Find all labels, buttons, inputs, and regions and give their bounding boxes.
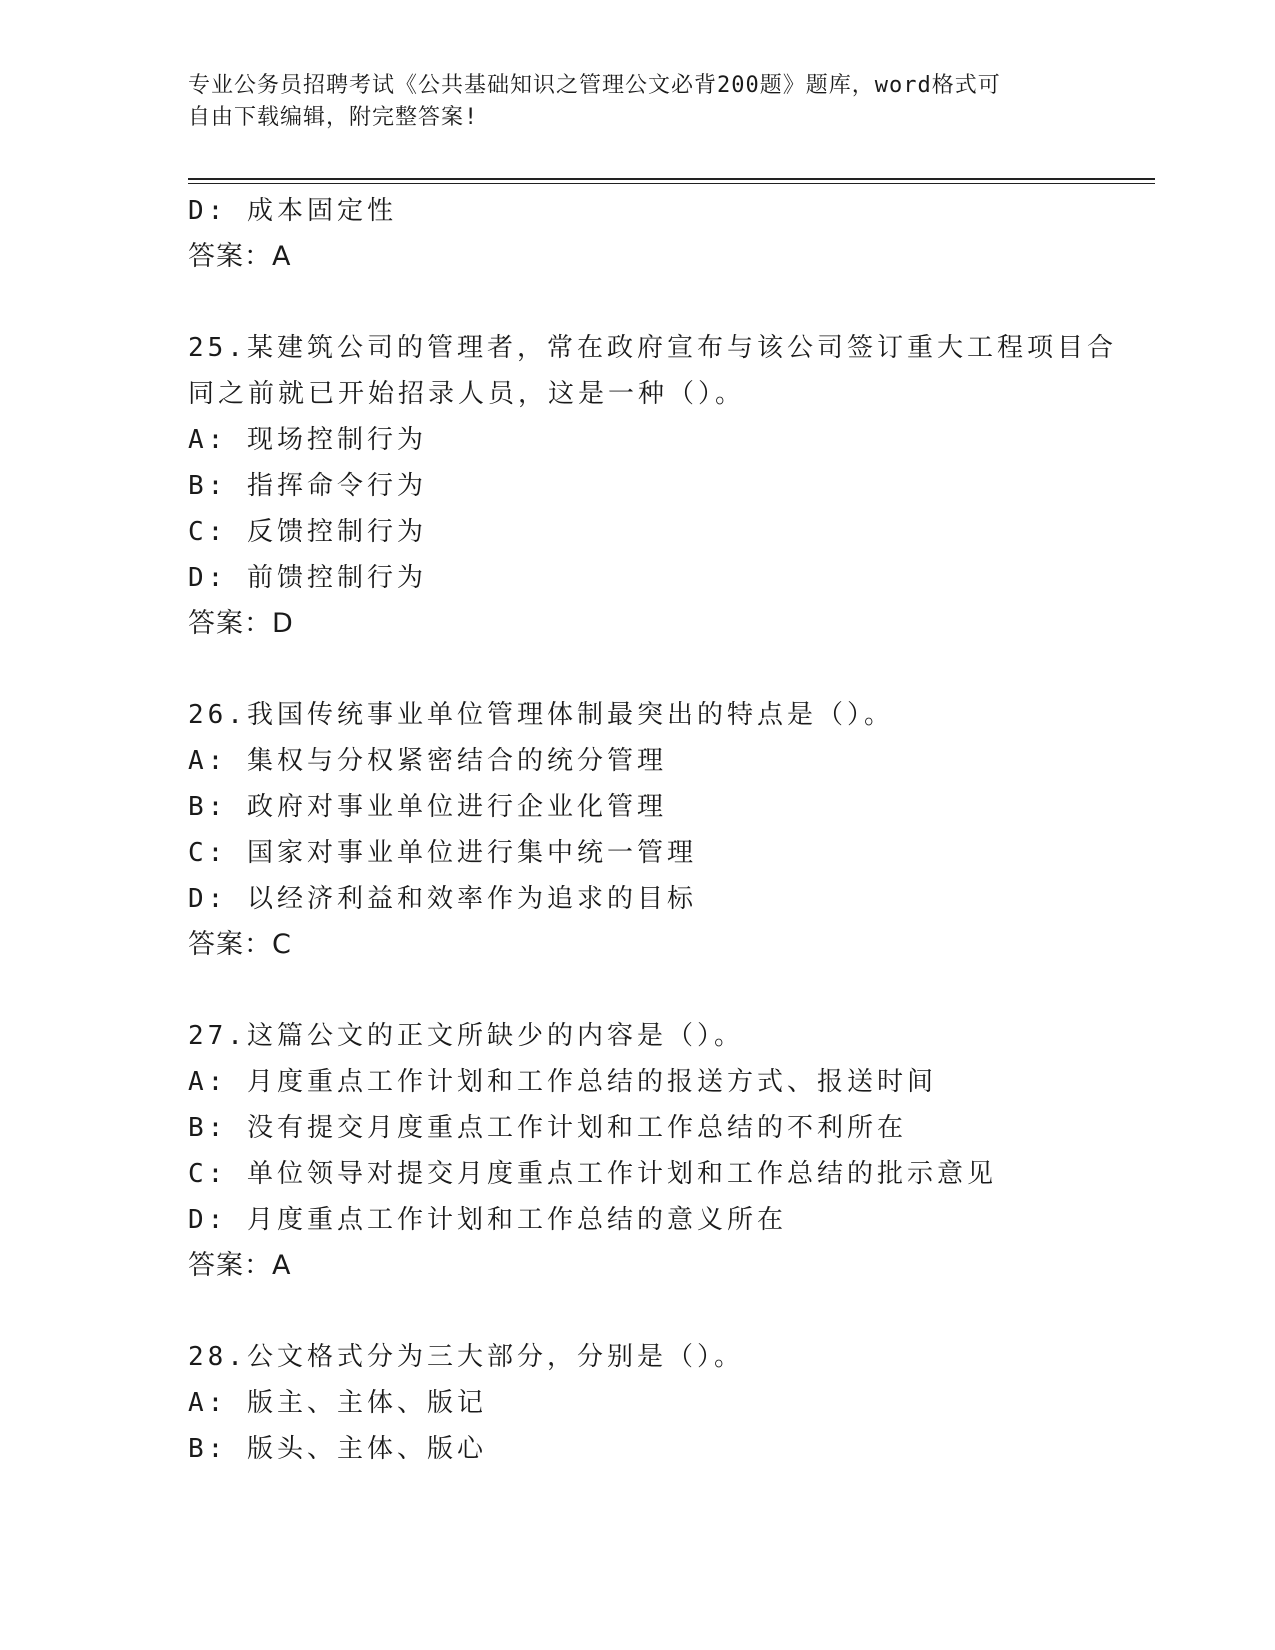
header-line-2: 自由下载编辑，附完整答案! xyxy=(188,105,479,130)
spacer xyxy=(188,647,1088,692)
question-27 xyxy=(188,1013,1088,1289)
question-stem: 同之前就已开始招录人员，这是一种（）。 xyxy=(188,379,746,409)
question-stem: 27.这篇公文的正文所缺少的内容是（）。 xyxy=(188,1021,744,1051)
option-d: D: 前馈控制行为 xyxy=(188,563,427,593)
option-c: C: 国家对事业单位进行集中统一管理 xyxy=(188,838,697,868)
option-b: B: 指挥命令行为 xyxy=(188,471,427,501)
question-28 xyxy=(188,1334,1088,1472)
question-stem: 25.某建筑公司的管理者，常在政府宣布与该公司签订重大工程项目合 xyxy=(188,333,1117,363)
spacer xyxy=(188,968,1088,1013)
answer: 答案：A xyxy=(188,1250,292,1281)
question-26 xyxy=(188,692,1088,968)
answer: 答案：A xyxy=(188,241,292,272)
answer: 答案：D xyxy=(188,608,294,639)
option-b: B: 版头、主体、版心 xyxy=(188,1434,487,1464)
header-line-1: 专业公务员招聘考试《公共基础知识之管理公文必背200题》题库，word格式可 xyxy=(188,73,1001,98)
option-c: C: 反馈控制行为 xyxy=(188,517,427,547)
question-25 xyxy=(188,325,1117,647)
option-b: B: 政府对事业单位进行企业化管理 xyxy=(188,792,667,822)
question-stem: 26.我国传统事业单位管理体制最突出的特点是（）。 xyxy=(188,700,894,730)
spacer xyxy=(188,280,1088,325)
option-d: D: 以经济利益和效率作为追求的目标 xyxy=(188,884,697,914)
spacer xyxy=(188,1289,1088,1334)
option-a: A: 版主、主体、版记 xyxy=(188,1388,487,1418)
question-stem: 28.公文格式分为三大部分，分别是（）。 xyxy=(188,1342,744,1372)
answer: 答案：C xyxy=(188,929,292,960)
option-d: D: 月度重点工作计划和工作总结的意义所在 xyxy=(188,1205,787,1235)
option-a: A: 月度重点工作计划和工作总结的报送方式、报送时间 xyxy=(188,1067,937,1097)
header-divider xyxy=(188,178,1155,184)
option-b: B: 没有提交月度重点工作计划和工作总结的不利所在 xyxy=(188,1113,907,1143)
document-body xyxy=(188,188,1117,1472)
option-a: A: 集权与分权紧密结合的统分管理 xyxy=(188,746,667,776)
option-d: D: 成本固定性 xyxy=(188,196,397,226)
option-c: C: 单位领导对提交月度重点工作计划和工作总结的批示意见 xyxy=(188,1159,997,1189)
option-a: A: 现场控制行为 xyxy=(188,425,427,455)
page-header xyxy=(188,70,1088,134)
